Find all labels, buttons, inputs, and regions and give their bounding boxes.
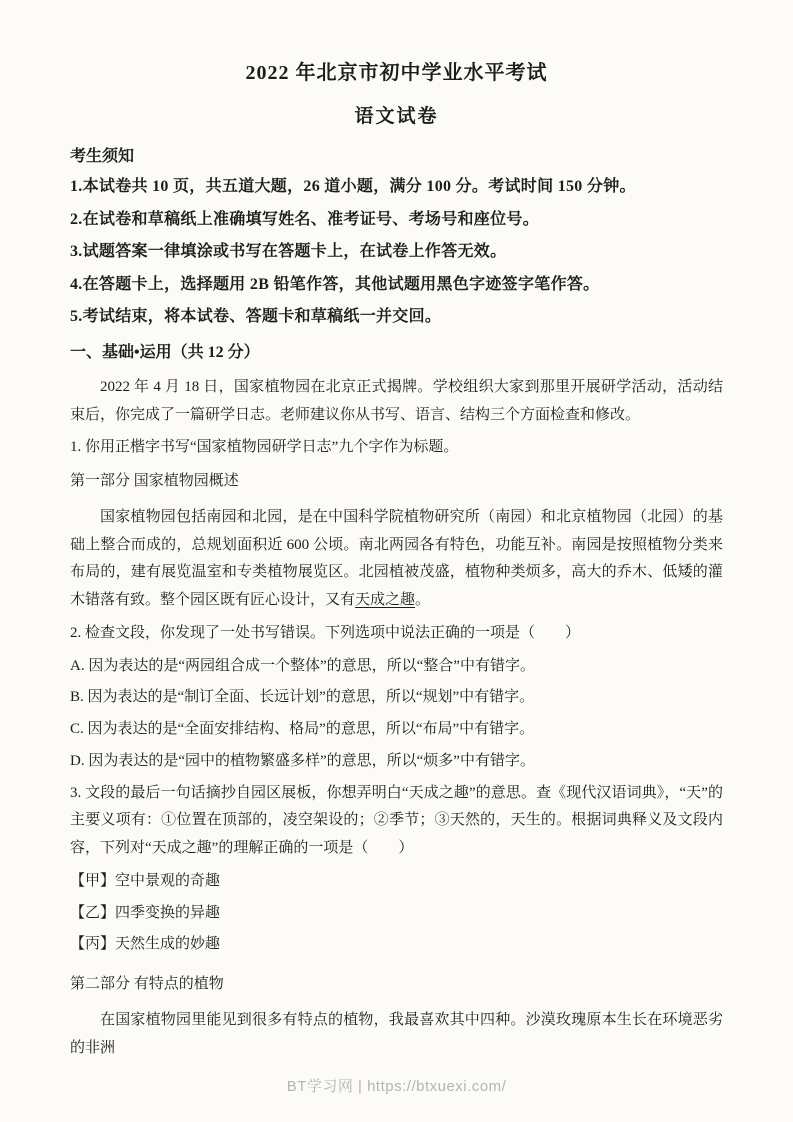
question-3-choice-yi: 【乙】四季变换的异趣 (70, 904, 221, 921)
candidate-notice (70, 143, 723, 328)
closing-paragraph: 在国家植物园里能见到很多有特点的植物，我最喜欢其中四种。沙漠玫瑰原本生长在环境恶劣的非洲 (70, 1011, 723, 1056)
notice-heading: 考生须知 (70, 148, 135, 165)
question-3-choice-jia: 【甲】空中景观的奇趣 (70, 872, 221, 889)
notice-item-3: 3.试题答案一律填涂或书写在答题卡上，在试卷上作答无效。 (70, 243, 507, 261)
question-2-option-a: A. 因为表达的是“两园组合成一个整体”的意思，所以“整合”中有错字。 (70, 657, 535, 674)
passage-underlined-phrase: 天成之趣 (355, 592, 416, 609)
part-one-heading: 第一部分 国家植物园概述 (70, 473, 239, 490)
section-one-heading: 一、基础•运用（共 12 分） (70, 343, 260, 361)
question-3-stem: 3. 文段的最后一句话摘抄自园区展板，你想弄明白“天成之趣”的意思。查《现代汉语词典》，“天”的主要义项有：①位置在顶部的，凌空架设的；②季节；③天然的，天生的。根据词典释义及文段内容，下列对“天成之趣”的理解正确的一项是（ ） (70, 784, 723, 857)
notice-item-4: 4.在答题卡上，选择题用 2B 铅笔作答，其他试题用黑色字迹签字笔作答。 (70, 275, 600, 293)
exam-subtitle: 语文试卷 (354, 106, 439, 127)
question-2-stem: 2. 检查文段，你发现了一处书写错误。下列选项中说法正确的一项是（ ） (70, 624, 581, 641)
passage-text-before: 国家植物园包括南园和北园，是在中国科学院植物研究所（南园）和北京植物园（北园）的基础上整合而成的，总规划面积近 600 公顷。南北两园各有特色，功能互补。南园是按照植物分类来布局的，建有展览温室和专类植物展览区。北园植被茂盛，植物种类烦多，高大的乔木、低矮的灌木错落有致。整个园区既有匠心设计，又有 (70, 508, 723, 609)
passage-paragraph (70, 504, 723, 615)
watermark: BT学习网 | https://btxuexi.com/ (286, 1078, 507, 1095)
question-3-choice-bing: 【丙】天然生成的妙趣 (70, 936, 221, 953)
exam-title: 2022 年北京市初中学业水平考试 (245, 62, 548, 84)
passage-text-after: 。 (415, 592, 431, 609)
notice-item-2: 2.在试卷和草稿纸上准确填写姓名、准考证号、考场号和座位号。 (70, 210, 540, 228)
question-2-option-c: C. 因为表达的是“全面安排结构、格局”的意思，所以“布局”中有错字。 (70, 721, 535, 738)
notice-item-5: 5.考试结束，将本试卷、答题卡和草稿纸一并交回。 (70, 308, 442, 326)
notice-item-1: 1.本试卷共 10 页，共五道大题，26 道小题，满分 100 分。考试时间 150 分钟。 (70, 178, 636, 195)
part-two-heading: 第二部分 有特点的植物 (70, 976, 224, 993)
question-1: 1. 你用正楷字书写“国家植物园研学日志”九个字作为标题。 (70, 439, 459, 456)
question-2-option-b: B. 因为表达的是“制订全面、长远计划”的意思，所以“规划”中有错字。 (70, 689, 535, 706)
question-2-option-d: D. 因为表达的是“园中的植物繁盛多样”的意思，所以“烦多”中有错字。 (70, 752, 535, 769)
intro-paragraph: 2022 年 4 月 18 日，国家植物园在北京正式揭牌。学校组织大家到那里开展研学活动，活动结束后，你完成了一篇研学日志。老师建议你从书写、语言、结构三个方面检查和修改。 (70, 378, 723, 423)
